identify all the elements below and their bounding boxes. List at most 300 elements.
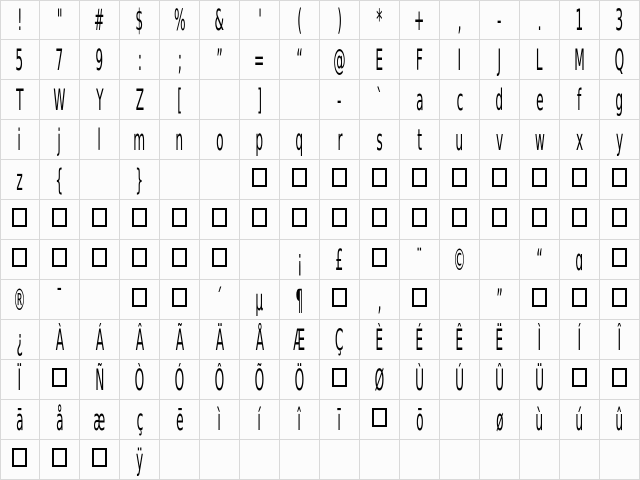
glyph-cell[interactable] bbox=[480, 360, 520, 400]
glyph-cell[interactable] bbox=[120, 120, 160, 160]
glyph: ¶ bbox=[295, 282, 304, 317]
glyph-cell[interactable] bbox=[200, 280, 240, 320]
glyph-cell[interactable] bbox=[400, 200, 440, 240]
glyph-cell[interactable] bbox=[520, 360, 560, 400]
glyph: + bbox=[414, 2, 425, 37]
glyph-cell[interactable] bbox=[120, 40, 160, 80]
glyph-cell[interactable] bbox=[0, 0, 40, 40]
glyph-cell[interactable] bbox=[120, 400, 160, 440]
glyph: t bbox=[417, 122, 422, 157]
glyph-cell[interactable] bbox=[80, 80, 120, 120]
glyph-cell[interactable] bbox=[360, 280, 400, 320]
glyph-cell[interactable] bbox=[80, 40, 120, 80]
glyph: e bbox=[535, 82, 544, 117]
glyph-cell[interactable] bbox=[440, 120, 480, 160]
missing-glyph-box-icon bbox=[332, 168, 347, 187]
glyph-cell[interactable] bbox=[280, 240, 320, 280]
glyph: l bbox=[97, 122, 102, 157]
missing-glyph-box-icon bbox=[132, 288, 147, 307]
glyph: Ù bbox=[415, 362, 424, 397]
glyph: ” bbox=[496, 282, 503, 317]
glyph-cell[interactable] bbox=[40, 280, 80, 320]
glyph: Ò bbox=[134, 362, 145, 397]
glyph-cell[interactable] bbox=[440, 440, 480, 480]
missing-glyph-box-icon bbox=[252, 208, 267, 227]
glyph-cell[interactable] bbox=[600, 400, 640, 440]
glyph: Å bbox=[255, 322, 264, 357]
glyph: n bbox=[175, 122, 184, 157]
glyph-cell[interactable] bbox=[360, 360, 400, 400]
glyph-cell[interactable] bbox=[280, 440, 320, 480]
glyph-cell[interactable] bbox=[280, 40, 320, 80]
glyph-cell[interactable] bbox=[0, 400, 40, 440]
missing-glyph-box-icon bbox=[12, 248, 27, 267]
glyph-cell[interactable] bbox=[560, 320, 600, 360]
glyph: Ñ bbox=[94, 362, 105, 397]
glyph-cell[interactable] bbox=[200, 120, 240, 160]
glyph-cell[interactable] bbox=[80, 400, 120, 440]
glyph: ` bbox=[376, 82, 383, 117]
missing-glyph-box-icon bbox=[372, 168, 387, 187]
glyph-cell[interactable] bbox=[40, 200, 80, 240]
glyph-cell[interactable] bbox=[200, 320, 240, 360]
glyph-cell[interactable] bbox=[600, 280, 640, 320]
glyph: 7 bbox=[55, 42, 64, 77]
glyph-cell[interactable] bbox=[440, 0, 480, 40]
glyph-cell[interactable] bbox=[120, 200, 160, 240]
glyph: g bbox=[615, 82, 624, 117]
glyph: ¿ bbox=[16, 322, 23, 357]
glyph: Ê bbox=[455, 322, 464, 357]
glyph: ā bbox=[15, 402, 24, 437]
glyph-cell[interactable] bbox=[400, 120, 440, 160]
glyph: Z bbox=[135, 82, 144, 117]
glyph-cell[interactable] bbox=[560, 440, 600, 480]
glyph-cell[interactable] bbox=[120, 360, 160, 400]
glyph: p bbox=[255, 122, 264, 157]
glyph-cell[interactable] bbox=[480, 40, 520, 80]
glyph-cell[interactable] bbox=[600, 160, 640, 200]
glyph-cell[interactable] bbox=[120, 160, 160, 200]
glyph-cell[interactable] bbox=[320, 80, 360, 120]
glyph-cell[interactable] bbox=[480, 320, 520, 360]
glyph-cell[interactable] bbox=[480, 240, 520, 280]
glyph-cell[interactable] bbox=[280, 0, 320, 40]
glyph-cell[interactable] bbox=[360, 240, 400, 280]
glyph: v bbox=[495, 122, 504, 157]
glyph-cell[interactable] bbox=[480, 0, 520, 40]
glyph-cell[interactable] bbox=[240, 360, 280, 400]
glyph-cell[interactable] bbox=[80, 200, 120, 240]
glyph: Ë bbox=[495, 322, 504, 357]
glyph-cell[interactable] bbox=[240, 320, 280, 360]
glyph-cell[interactable] bbox=[80, 320, 120, 360]
glyph: © bbox=[453, 242, 466, 277]
glyph-cell[interactable] bbox=[320, 40, 360, 80]
glyph-cell[interactable] bbox=[320, 360, 360, 400]
glyph-cell[interactable] bbox=[40, 40, 80, 80]
glyph-cell[interactable] bbox=[40, 320, 80, 360]
glyph-cell[interactable] bbox=[160, 240, 200, 280]
glyph-cell[interactable] bbox=[200, 160, 240, 200]
glyph: 1 bbox=[575, 2, 584, 37]
glyph-cell[interactable] bbox=[280, 360, 320, 400]
missing-glyph-box-icon bbox=[612, 368, 627, 387]
glyph-cell[interactable] bbox=[560, 160, 600, 200]
glyph: μ bbox=[255, 282, 264, 317]
glyph-cell[interactable] bbox=[280, 160, 320, 200]
glyph-cell[interactable] bbox=[480, 200, 520, 240]
glyph: { bbox=[55, 162, 64, 197]
glyph-cell[interactable] bbox=[520, 80, 560, 120]
missing-glyph-box-icon bbox=[372, 248, 387, 267]
glyph: £ bbox=[335, 242, 344, 277]
glyph-cell[interactable] bbox=[80, 240, 120, 280]
missing-glyph-box-icon bbox=[92, 248, 107, 267]
glyph-cell[interactable] bbox=[0, 120, 40, 160]
glyph-cell[interactable] bbox=[200, 200, 240, 240]
missing-glyph-box-icon bbox=[612, 208, 627, 227]
glyph-cell[interactable] bbox=[600, 440, 640, 480]
glyph: Ã bbox=[175, 322, 184, 357]
glyph-cell[interactable] bbox=[480, 440, 520, 480]
glyph-cell[interactable] bbox=[360, 440, 400, 480]
glyph-cell[interactable] bbox=[160, 120, 200, 160]
missing-glyph-box-icon bbox=[172, 248, 187, 267]
glyph-cell[interactable] bbox=[600, 360, 640, 400]
glyph-cell[interactable] bbox=[120, 240, 160, 280]
missing-glyph-box-icon bbox=[412, 288, 427, 307]
glyph: æ bbox=[93, 402, 106, 437]
glyph-cell[interactable] bbox=[560, 0, 600, 40]
glyph-cell[interactable] bbox=[280, 200, 320, 240]
glyph-cell[interactable] bbox=[400, 280, 440, 320]
glyph-cell[interactable] bbox=[160, 40, 200, 80]
glyph: = bbox=[254, 42, 265, 77]
glyph: f bbox=[577, 82, 582, 117]
missing-glyph-box-icon bbox=[452, 208, 467, 227]
glyph-cell[interactable] bbox=[240, 280, 280, 320]
glyph-cell[interactable] bbox=[0, 40, 40, 80]
glyph-cell[interactable] bbox=[400, 240, 440, 280]
glyph: : bbox=[137, 42, 142, 77]
glyph-cell[interactable] bbox=[160, 320, 200, 360]
glyph-cell[interactable] bbox=[280, 320, 320, 360]
glyph-cell[interactable] bbox=[40, 400, 80, 440]
glyph: ī bbox=[337, 402, 342, 437]
glyph-cell[interactable] bbox=[520, 240, 560, 280]
glyph-cell[interactable] bbox=[40, 80, 80, 120]
glyph: ì bbox=[217, 402, 222, 437]
glyph: m bbox=[133, 122, 146, 157]
glyph-cell[interactable] bbox=[440, 160, 480, 200]
glyph-cell[interactable] bbox=[200, 360, 240, 400]
missing-glyph-box-icon bbox=[532, 168, 547, 187]
glyph-cell[interactable] bbox=[160, 400, 200, 440]
glyph-cell[interactable] bbox=[120, 80, 160, 120]
glyph-cell[interactable] bbox=[0, 200, 40, 240]
glyph-cell[interactable] bbox=[120, 320, 160, 360]
missing-glyph-box-icon bbox=[92, 448, 107, 467]
missing-glyph-box-icon bbox=[332, 288, 347, 307]
glyph-cell[interactable] bbox=[280, 120, 320, 160]
glyph-cell[interactable] bbox=[360, 120, 400, 160]
glyph-cell[interactable] bbox=[560, 200, 600, 240]
glyph-cell[interactable] bbox=[200, 0, 240, 40]
glyph-cell[interactable] bbox=[40, 240, 80, 280]
glyph-cell[interactable] bbox=[400, 400, 440, 440]
glyph: Æ bbox=[293, 322, 306, 357]
missing-glyph-box-icon bbox=[612, 168, 627, 187]
glyph-cell[interactable] bbox=[80, 160, 120, 200]
glyph: “ bbox=[536, 242, 543, 277]
glyph: I bbox=[457, 42, 462, 77]
glyph: J bbox=[497, 42, 502, 77]
glyph-cell[interactable] bbox=[320, 120, 360, 160]
glyph-cell[interactable] bbox=[360, 200, 400, 240]
glyph: c bbox=[456, 82, 463, 117]
glyph-cell[interactable] bbox=[600, 40, 640, 80]
glyph-cell[interactable] bbox=[160, 0, 200, 40]
glyph-cell[interactable] bbox=[600, 80, 640, 120]
glyph: " bbox=[56, 2, 63, 37]
glyph-cell[interactable] bbox=[320, 200, 360, 240]
glyph-cell[interactable] bbox=[560, 400, 600, 440]
glyph-cell[interactable] bbox=[440, 320, 480, 360]
glyph-cell[interactable] bbox=[40, 120, 80, 160]
glyph: 5 bbox=[15, 42, 24, 77]
glyph: ´ bbox=[216, 282, 223, 317]
glyph-cell[interactable] bbox=[440, 360, 480, 400]
glyph-cell[interactable] bbox=[240, 0, 280, 40]
glyph-cell[interactable] bbox=[320, 160, 360, 200]
glyph-cell[interactable] bbox=[520, 40, 560, 80]
glyph: L bbox=[536, 42, 543, 77]
glyph-cell[interactable] bbox=[360, 80, 400, 120]
glyph-cell[interactable] bbox=[0, 240, 40, 280]
glyph-cell[interactable] bbox=[280, 400, 320, 440]
glyph-cell[interactable] bbox=[480, 120, 520, 160]
glyph-cell[interactable] bbox=[600, 120, 640, 160]
glyph-cell[interactable] bbox=[280, 80, 320, 120]
glyph-cell[interactable] bbox=[200, 80, 240, 120]
missing-glyph-box-icon bbox=[212, 248, 227, 267]
glyph-cell[interactable] bbox=[520, 440, 560, 480]
glyph-cell[interactable] bbox=[240, 120, 280, 160]
glyph-cell[interactable] bbox=[200, 240, 240, 280]
glyph-cell[interactable] bbox=[160, 280, 200, 320]
glyph-cell[interactable] bbox=[120, 440, 160, 480]
glyph: ; bbox=[177, 42, 182, 77]
glyph: î bbox=[297, 402, 302, 437]
glyph-cell[interactable] bbox=[480, 160, 520, 200]
glyph-cell[interactable] bbox=[40, 0, 80, 40]
glyph-cell[interactable] bbox=[80, 280, 120, 320]
glyph-cell[interactable] bbox=[120, 0, 160, 40]
glyph-cell[interactable] bbox=[0, 360, 40, 400]
glyph-cell[interactable] bbox=[320, 0, 360, 40]
glyph-cell[interactable] bbox=[600, 0, 640, 40]
glyph-cell[interactable] bbox=[240, 440, 280, 480]
glyph: - bbox=[497, 2, 502, 37]
glyph-cell[interactable] bbox=[120, 280, 160, 320]
glyph-cell[interactable] bbox=[320, 240, 360, 280]
glyph-cell[interactable] bbox=[240, 200, 280, 240]
glyph-cell[interactable] bbox=[520, 160, 560, 200]
glyph-cell[interactable] bbox=[80, 0, 120, 40]
glyph-cell[interactable] bbox=[560, 360, 600, 400]
glyph-cell[interactable] bbox=[400, 440, 440, 480]
glyph: ® bbox=[13, 282, 26, 317]
glyph: Î bbox=[617, 322, 622, 357]
glyph-cell[interactable] bbox=[240, 400, 280, 440]
glyph-cell[interactable] bbox=[560, 40, 600, 80]
glyph: ” bbox=[216, 42, 223, 77]
glyph-cell[interactable] bbox=[320, 400, 360, 440]
glyph-cell[interactable] bbox=[560, 120, 600, 160]
glyph-cell[interactable] bbox=[440, 400, 480, 440]
missing-glyph-box-icon bbox=[532, 208, 547, 227]
glyph: ē bbox=[175, 402, 184, 437]
missing-glyph-box-icon bbox=[132, 248, 147, 267]
glyph: , bbox=[377, 282, 382, 317]
glyph-cell[interactable] bbox=[360, 320, 400, 360]
glyph-cell[interactable] bbox=[360, 40, 400, 80]
glyph-cell[interactable] bbox=[520, 0, 560, 40]
glyph: ) bbox=[337, 2, 342, 37]
glyph-cell[interactable] bbox=[40, 440, 80, 480]
missing-glyph-box-icon bbox=[12, 208, 27, 227]
glyph-cell[interactable] bbox=[520, 320, 560, 360]
glyph: E bbox=[375, 42, 384, 77]
missing-glyph-box-icon bbox=[572, 368, 587, 387]
glyph: Ç bbox=[335, 322, 344, 357]
glyph-cell[interactable] bbox=[440, 80, 480, 120]
glyph-cell[interactable] bbox=[360, 400, 400, 440]
glyph-cell[interactable] bbox=[40, 360, 80, 400]
glyph: M bbox=[574, 42, 585, 77]
glyph: ¯ bbox=[56, 282, 63, 317]
glyph: ō bbox=[415, 402, 424, 437]
glyph-cell[interactable] bbox=[440, 40, 480, 80]
glyph-cell[interactable] bbox=[360, 160, 400, 200]
glyph-cell[interactable] bbox=[160, 360, 200, 400]
glyph-cell[interactable] bbox=[560, 280, 600, 320]
glyph: @ bbox=[333, 42, 346, 77]
glyph-cell[interactable] bbox=[600, 240, 640, 280]
glyph: “ bbox=[296, 42, 303, 77]
glyph-cell[interactable] bbox=[520, 280, 560, 320]
glyph: u bbox=[455, 122, 464, 157]
glyph-cell[interactable] bbox=[80, 120, 120, 160]
glyph: } bbox=[135, 162, 144, 197]
glyph-cell[interactable] bbox=[520, 120, 560, 160]
glyph-cell[interactable] bbox=[160, 160, 200, 200]
glyph: É bbox=[415, 322, 424, 357]
missing-glyph-box-icon bbox=[612, 288, 627, 307]
glyph-cell[interactable] bbox=[160, 200, 200, 240]
glyph-cell[interactable] bbox=[400, 160, 440, 200]
glyph-cell[interactable] bbox=[440, 200, 480, 240]
glyph: . bbox=[537, 2, 542, 37]
glyph-cell[interactable] bbox=[240, 160, 280, 200]
missing-glyph-box-icon bbox=[172, 288, 187, 307]
glyph-cell[interactable] bbox=[440, 240, 480, 280]
glyph-cell[interactable] bbox=[400, 80, 440, 120]
glyph-cell[interactable] bbox=[600, 320, 640, 360]
glyph-cell[interactable] bbox=[80, 360, 120, 400]
glyph-cell[interactable] bbox=[0, 320, 40, 360]
glyph-cell[interactable] bbox=[480, 280, 520, 320]
glyph: Ø bbox=[374, 362, 385, 397]
missing-glyph-box-icon bbox=[372, 408, 387, 427]
glyph-cell[interactable] bbox=[320, 440, 360, 480]
glyph-cell[interactable] bbox=[200, 400, 240, 440]
glyph: Ô bbox=[214, 362, 225, 397]
glyph: F bbox=[415, 42, 424, 77]
glyph-cell[interactable] bbox=[0, 80, 40, 120]
glyph: j bbox=[57, 122, 62, 157]
glyph-cell[interactable] bbox=[400, 40, 440, 80]
missing-glyph-box-icon bbox=[172, 208, 187, 227]
glyph-cell[interactable] bbox=[40, 160, 80, 200]
glyph-cell[interactable] bbox=[320, 320, 360, 360]
glyph-cell[interactable] bbox=[600, 200, 640, 240]
glyph-cell[interactable] bbox=[240, 40, 280, 80]
glyph-cell[interactable] bbox=[480, 400, 520, 440]
glyph-cell[interactable] bbox=[320, 280, 360, 320]
glyph: ¡ bbox=[297, 242, 302, 277]
glyph-cell[interactable] bbox=[480, 80, 520, 120]
glyph-cell[interactable] bbox=[360, 0, 400, 40]
glyph-cell[interactable] bbox=[240, 240, 280, 280]
missing-glyph-box-icon bbox=[132, 208, 147, 227]
missing-glyph-box-icon bbox=[52, 208, 67, 227]
glyph-cell[interactable] bbox=[0, 160, 40, 200]
missing-glyph-box-icon bbox=[292, 208, 307, 227]
glyph-cell[interactable] bbox=[200, 40, 240, 80]
glyph-cell[interactable] bbox=[160, 80, 200, 120]
glyph-cell[interactable] bbox=[400, 360, 440, 400]
glyph-cell[interactable] bbox=[240, 80, 280, 120]
glyph: Ö bbox=[294, 362, 305, 397]
glyph: Í bbox=[577, 322, 582, 357]
glyph-cell[interactable] bbox=[200, 440, 240, 480]
glyph-cell[interactable] bbox=[160, 440, 200, 480]
glyph: ÿ bbox=[135, 442, 144, 477]
glyph-cell[interactable] bbox=[520, 400, 560, 440]
glyph-cell[interactable] bbox=[520, 200, 560, 240]
glyph-cell[interactable] bbox=[560, 80, 600, 120]
glyph: Ï bbox=[17, 362, 22, 397]
glyph-cell[interactable] bbox=[0, 440, 40, 480]
glyph: Ó bbox=[174, 362, 185, 397]
glyph: , bbox=[457, 2, 462, 37]
glyph: # bbox=[94, 2, 105, 37]
glyph-cell[interactable] bbox=[80, 440, 120, 480]
glyph-cell[interactable] bbox=[0, 280, 40, 320]
missing-glyph-box-icon bbox=[372, 208, 387, 227]
glyph-cell[interactable] bbox=[280, 280, 320, 320]
glyph-cell[interactable] bbox=[440, 280, 480, 320]
glyph: Ì bbox=[537, 322, 542, 357]
glyph: È bbox=[375, 322, 384, 357]
glyph-cell[interactable] bbox=[560, 240, 600, 280]
glyph-cell[interactable] bbox=[400, 0, 440, 40]
glyph-cell[interactable] bbox=[400, 320, 440, 360]
glyph: í bbox=[257, 402, 262, 437]
missing-glyph-box-icon bbox=[252, 168, 267, 187]
